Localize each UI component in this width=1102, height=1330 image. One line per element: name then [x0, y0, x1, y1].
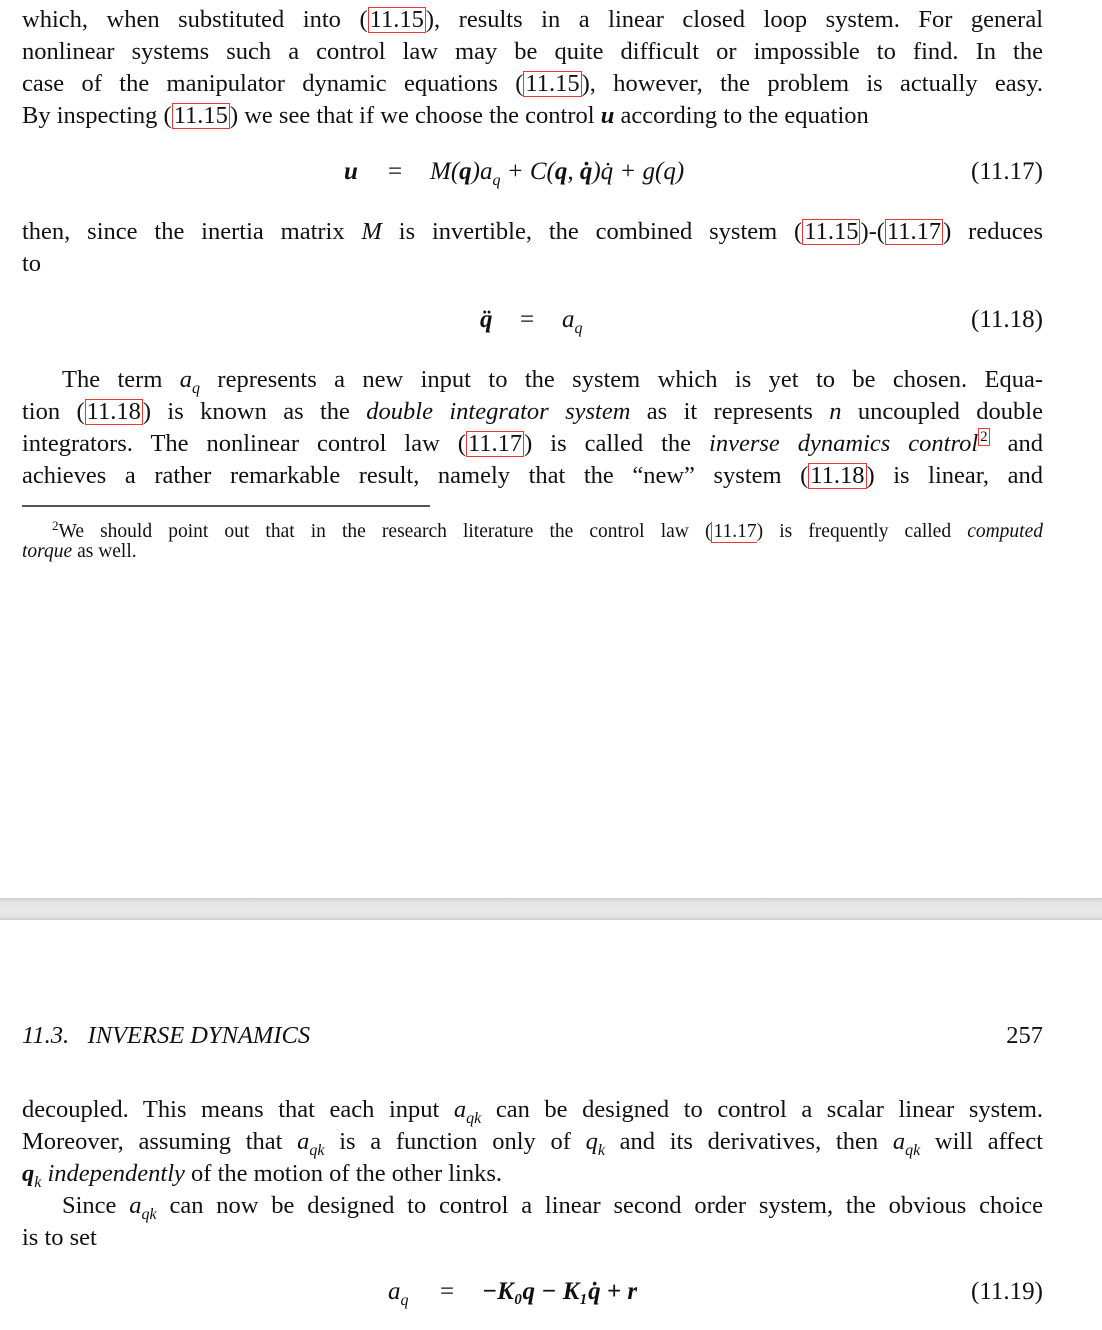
equation-link[interactable]: 11.17	[886, 218, 942, 245]
text-line: $q_k$ independently of the motion of the other links.	[22, 1160, 502, 1191]
equation-number: (11.19)	[971, 1278, 1043, 1305]
equation-11-18	[22, 306, 1043, 338]
equation-11-17	[22, 158, 1043, 190]
footnote-divider	[22, 505, 430, 507]
text-line: then, since the inertia matrix M is invertible, the combined system (11.15)-(11.17) reduces	[22, 218, 1044, 245]
equation-11-19	[22, 1278, 1043, 1310]
text-line: Since $a_{qk}$ can now be designed to control a linear second order system, the obvious choice	[62, 1192, 1043, 1223]
text-line: decoupled. This means that each input $a_{qk}$ can be designed to control a scalar linear system.	[22, 1096, 1044, 1127]
text-line: which, when substituted into (11.15), results in a linear closed loop system. For general	[22, 6, 1043, 33]
equation-link[interactable]: 11.15	[173, 102, 228, 129]
text-line: to	[22, 250, 42, 277]
equation-link[interactable]: 11.15	[369, 6, 424, 33]
footnote-link[interactable]: 2	[980, 429, 988, 445]
equation-number: (11.18)	[971, 306, 1043, 333]
text-line: tion (11.18) is known as the double integrator system as it represents n uncoupled double	[22, 398, 1043, 425]
page-number: 257	[1006, 1022, 1043, 1049]
equation-operator: =	[520, 306, 535, 333]
section-number: 11.3.	[22, 1022, 70, 1049]
running-header	[22, 1020, 1043, 1052]
equation-lhs: q̈	[480, 306, 493, 333]
text-line: integrators. The nonlinear control law (11.17) is called the inverse dynamics control 2 and	[22, 429, 1044, 457]
equation-rhs: −K₀q − K₁q̇ + r	[482, 1278, 638, 1305]
equation-link[interactable]: 11.18	[86, 398, 141, 425]
equation-link[interactable]: 11.18	[810, 462, 865, 489]
equation-operator: =	[388, 158, 403, 185]
text-line: Moreover, assuming that $a_{qk}$ is a function only of $q_k$ and its derivatives, then $a_{qk}$ will affect	[22, 1128, 1044, 1159]
equation-link[interactable]: 11.17	[713, 521, 757, 542]
equation-number: (11.17)	[971, 158, 1043, 185]
page-separator	[0, 898, 1102, 920]
section-title: INVERSE DYNAMICS	[87, 1022, 311, 1049]
text-line: The term $a_q$ represents a new input to the system which is yet to be chosen. Equa-	[62, 366, 1043, 397]
equation-lhs: $a_q$	[388, 1278, 409, 1309]
footnote-line: $^2$We should point out that in the research literature the control law ( 11.17) is frequently called computed	[52, 518, 1043, 542]
text-line: achieves a rather remarkable result, namely that the “new” system (11.18) is linear, and	[22, 462, 1043, 489]
equation-lhs: u	[344, 158, 358, 185]
equation-link[interactable]: 11.17	[467, 430, 523, 457]
equation-link[interactable]: 11.15	[804, 218, 859, 245]
text-line: nonlinear systems such a control law may be quite difficult or impossible to find. In the	[22, 38, 1043, 65]
equation-rhs: $a_q$	[562, 306, 583, 337]
text-line: By inspecting (11.15) we see that if we choose the control u according to the equation	[22, 102, 869, 129]
equation-rhs: $M(q)a_q + C(q$, q̇)q̇ + g(q)	[430, 158, 685, 189]
equation-link[interactable]: 11.15	[525, 70, 580, 97]
footnote-mark: 2	[52, 518, 59, 533]
text-line: is to set	[22, 1224, 97, 1251]
equation-operator: =	[440, 1278, 455, 1305]
text-line: case of the manipulator dynamic equations (11.15), however, the problem is actually easy.	[22, 70, 1043, 97]
footnote-line: torque as well.	[22, 541, 137, 562]
